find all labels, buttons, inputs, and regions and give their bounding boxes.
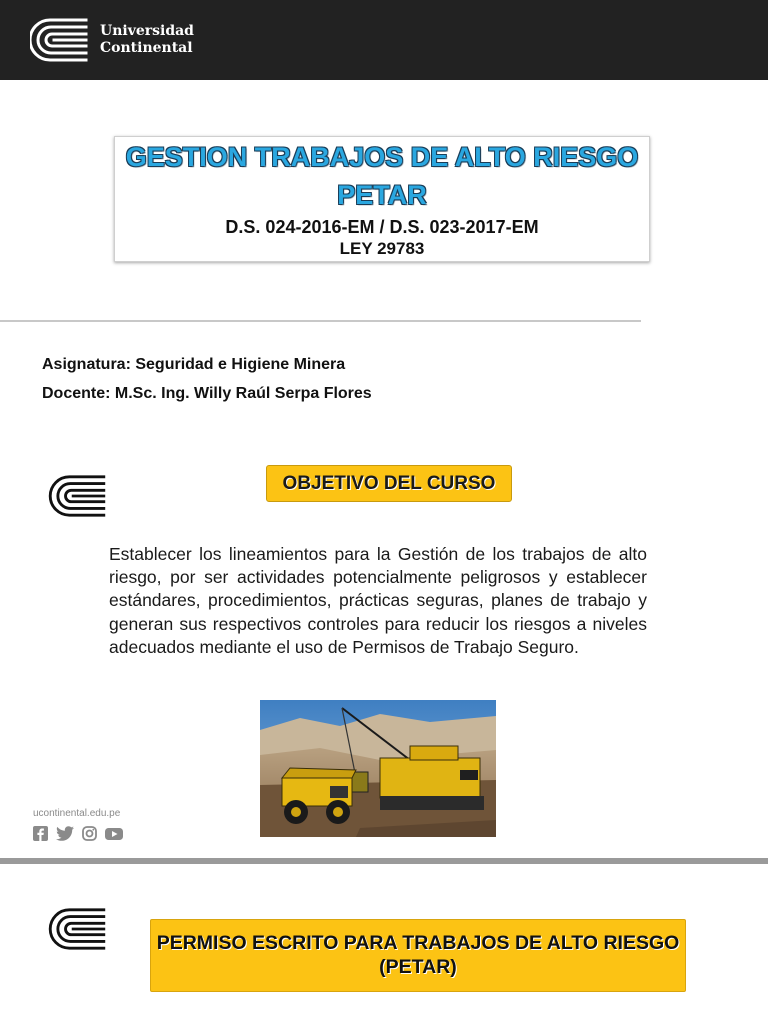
instagram-icon[interactable] [82, 826, 97, 841]
brand-name-line2: Continental [100, 40, 193, 56]
objetivo-text: Establecer los lineamientos para la Gestión de los trabajos de alto riesgo, por ser actividades potencialmente peligrosos y establecer estándares, procedimientos, prácticas seguras, planes de trabajo y generan sus respectivos controles para reducir los riesgos a niveles adecuados mediante el uso de Permisos de Trabajo Seguro. [109, 544, 647, 657]
facebook-icon[interactable] [33, 826, 48, 841]
twitter-icon[interactable] [56, 826, 74, 841]
brand-logo[interactable] [30, 17, 194, 63]
title-box [114, 136, 650, 262]
social-links [33, 826, 123, 841]
uc-logo-icon [47, 907, 107, 951]
header-bar [0, 0, 768, 80]
asignatura-text: Asignatura: Seguridad e Higiene Minera [42, 356, 346, 373]
uc-logo-icon [30, 17, 90, 63]
slide-separator [0, 858, 768, 864]
title-line1: GESTION TRABAJOS DE ALTO RIESGO [125, 142, 639, 172]
brand-name-line1: Universidad [100, 23, 194, 39]
petar-heading-box [150, 919, 686, 992]
objetivo-heading: OBJETIVO DEL CURSO [266, 465, 512, 502]
website-url[interactable]: ucontinental.edu.pe [33, 808, 121, 819]
course-info [42, 350, 372, 408]
divider-line [0, 320, 641, 322]
docente-text: Docente: M.Sc. Ing. Willy Raúl Serpa Flores [42, 385, 372, 402]
mining-equipment-photo [260, 700, 496, 837]
petar-heading-line1: PERMISO ESCRITO PARA TRABAJOS DE ALTO RIESGO [156, 932, 680, 954]
youtube-icon[interactable] [105, 826, 123, 841]
title-line2: PETAR [337, 180, 427, 210]
title-regulations: D.S. 024-2016-EM / D.S. 023-2017-EM [225, 217, 539, 237]
uc-logo-icon [47, 474, 107, 518]
petar-heading-line2: (PETAR) [379, 956, 457, 978]
title-law: LEY 29783 [339, 239, 425, 258]
